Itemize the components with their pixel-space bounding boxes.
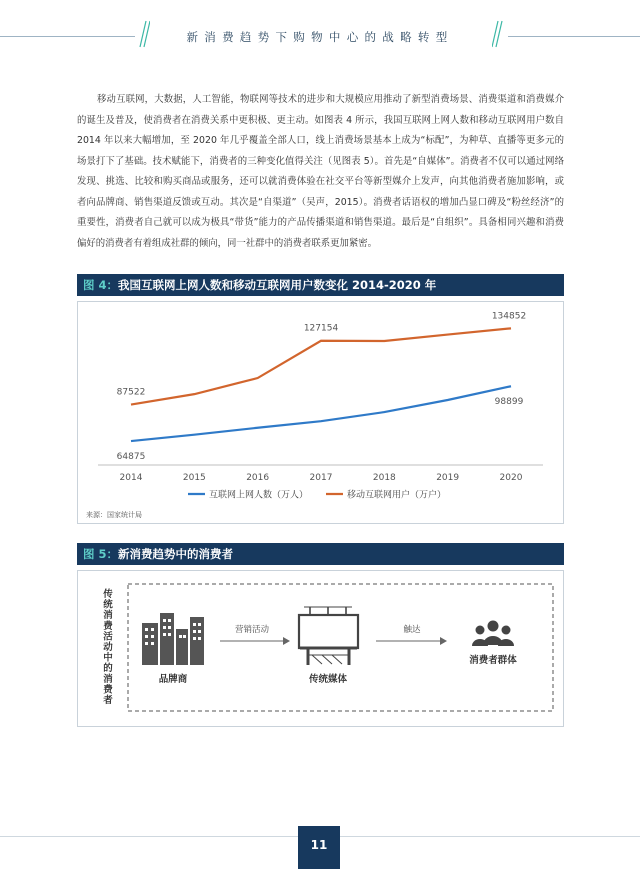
x-tick-label: 2019	[436, 473, 460, 483]
legend	[188, 489, 446, 501]
body-paragraph: 移动互联网，大数据，人工智能，物联网等技术的进步和大规模应用推动了新型消费场景、消费渠道和消费媒介的诞生及普及，使消费者在消费关系中更积极、更主动。如图表 4 所示，我国互联网上网人数和移动互联网用户数自 2014 年以来大幅增加，至 2020 年几乎覆盖全部人口，线上消费场景基本上成为“标配”，为种草、直播等更多元的场景打下了基础。技术赋能下，消费者的三种变化值得关注（见图表 5）。首先是“自媒体”。消费者不仅可以通过网络发现、挑选、比较和购买商品或服务，还可以就消费体验在社交平台等新型媒介上发声，向其他消费者施加影响，或者向品牌商、销售渠道反馈或互动。其次是“自渠道”（吴声，2015）。消费者话语权的增加凸显口碑及“粉丝经济”的重要性，消费者自己就可以成为极具“带货”能力的产品传播渠道和销售渠道。最后是“自组织”。具备相同兴趣和消费偏好的消费者有着组成社群的倾向，同一社群中的消费者联系更加紧密。	[77, 94, 564, 249]
x-tick-label: 2020	[499, 473, 523, 483]
legend-label-mobile: 移动互联网用户（万户）	[347, 490, 447, 501]
x-tick-label: 2018	[372, 473, 396, 483]
data-label: 87522	[116, 387, 146, 398]
figure5-title: 新消费趋势中的消费者	[118, 547, 234, 561]
figure5-label: 图 5：	[83, 547, 119, 561]
x-tick-label: 2014	[119, 473, 143, 483]
data-label: 64875	[116, 452, 146, 463]
figure4-title-bar	[77, 274, 564, 296]
arrow-marketing-head-icon	[283, 637, 290, 645]
diagram-side-label: 传统消费活动中的消费者	[103, 589, 113, 706]
node-consumer-group: 消费者群体	[469, 655, 517, 666]
arrow-label-marketing: 营销活动	[234, 625, 270, 635]
x-tick-label: 2017	[309, 473, 333, 483]
figure4-title: 我国互联网上网人数和移动互联网用户数变化 2014-2020 年	[118, 278, 437, 292]
consumer-flow-diagram	[78, 571, 563, 726]
figure5-title-bar	[77, 543, 564, 565]
data-label: 98899	[494, 397, 524, 408]
arrow-reach-head-icon	[440, 637, 447, 645]
arrow-label-reach: 触达	[403, 625, 421, 635]
node-traditional-media: 传统媒体	[308, 674, 348, 685]
series-line-1	[131, 328, 511, 404]
x-tick-label: 2015	[182, 473, 206, 483]
figure5-diagram-frame	[77, 570, 564, 727]
figure4-chart-frame	[77, 301, 564, 524]
node-brand: 品牌商	[158, 674, 188, 685]
data-label: 127154	[303, 323, 339, 334]
people-group-icon	[472, 621, 514, 647]
data-label: 134852	[491, 311, 527, 322]
header-rule-right	[508, 36, 640, 37]
line-chart	[78, 302, 563, 523]
legend-label-internet: 互联网上网人数（万人）	[209, 490, 309, 501]
buildings-icon	[142, 613, 204, 665]
chart-source: 来源：国家统计局	[86, 511, 142, 519]
figure4-label: 图 4：	[83, 278, 119, 292]
page-header-title: 新消费趋势下购物中心的战略转型	[186, 30, 454, 44]
page-number: 11	[298, 826, 340, 869]
x-tick-label: 2016	[246, 473, 270, 483]
billboard-icon	[299, 607, 358, 665]
header-slash-right-icon	[492, 20, 506, 48]
